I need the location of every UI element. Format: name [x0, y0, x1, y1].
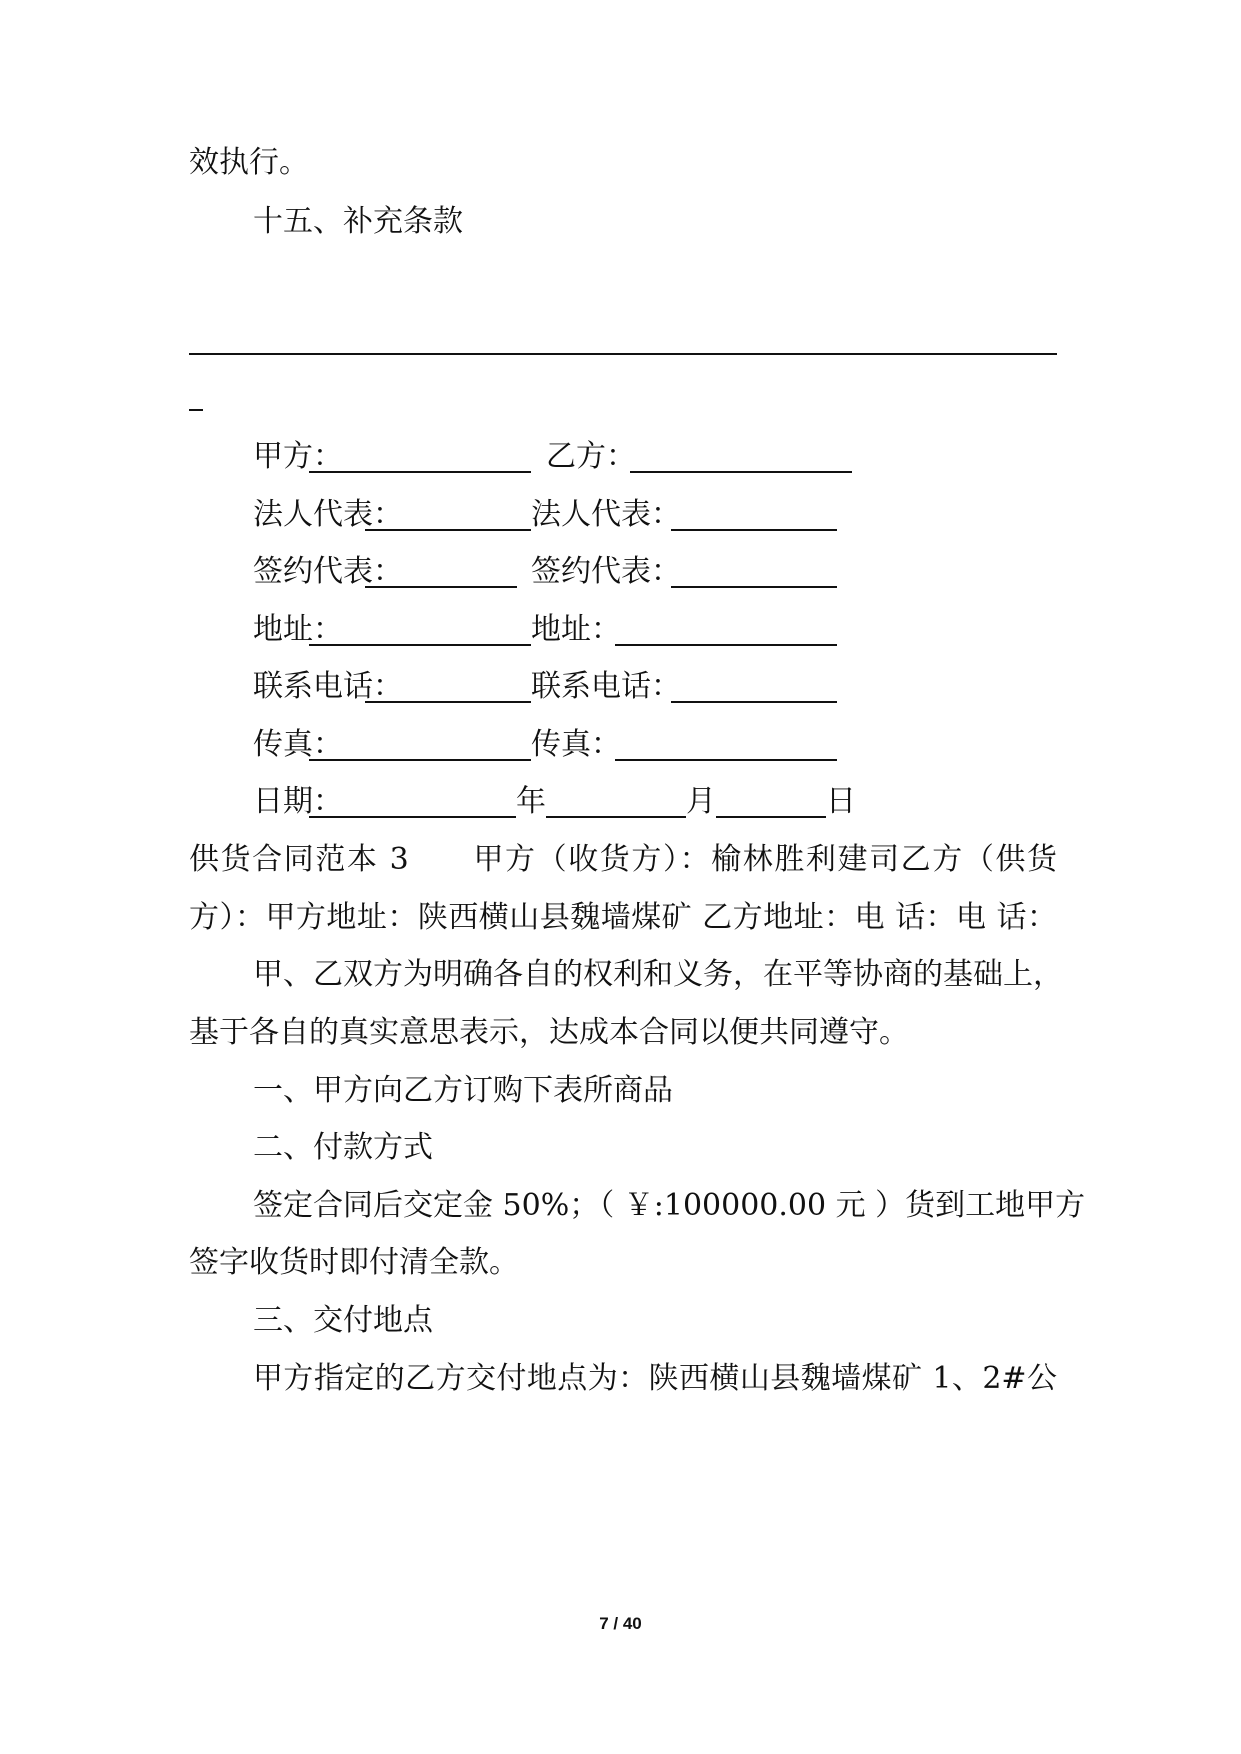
date-label: 日期： — [253, 784, 343, 819]
blank-fill-line — [189, 353, 1057, 355]
clause-2-heading: 二、付款方式 — [253, 1130, 433, 1165]
fax-b-label: 传真： — [531, 727, 621, 762]
date-day-label: 日 — [826, 784, 856, 819]
payment-terms-line-1: 签定合同后交定金 50%；（ ￥:100000.00 元 ）货到工地甲方 — [253, 1188, 1086, 1223]
party-b-blank — [630, 471, 852, 473]
delivery-location-line: 甲方指定的乙方交付地点为：陕西横山县魏墙煤矿 1、2#公 — [253, 1361, 1057, 1396]
fax-b-blank — [615, 759, 837, 761]
address-b-label: 地址： — [531, 612, 621, 647]
party-b-label: 乙方： — [546, 439, 636, 474]
date-month-label: 月 — [686, 784, 716, 819]
blank-fill-line-end — [189, 409, 203, 411]
signing-rep-a-blank — [365, 586, 517, 588]
address-b-blank — [615, 644, 837, 646]
phone-b-blank — [671, 701, 837, 703]
party-address-line: 方）：甲方地址：陕西横山县魏墙煤矿 乙方地址：电 话：电 话： — [189, 900, 1057, 935]
address-a-label: 地址： — [253, 612, 343, 647]
party-a-label: 甲方： — [253, 439, 343, 474]
phone-a-blank — [365, 701, 531, 703]
address-a-blank — [309, 644, 531, 646]
legal-rep-b-label: 法人代表： — [531, 497, 681, 532]
signing-rep-b-blank — [671, 586, 837, 588]
date-year-blank — [309, 816, 516, 818]
clause-1-heading: 一、甲方向乙方订购下表所商品 — [253, 1073, 673, 1108]
legal-rep-a-label: 法人代表： — [253, 497, 403, 532]
date-year-label: 年 — [516, 784, 546, 819]
signing-rep-b-label: 签约代表： — [531, 554, 681, 589]
fax-a-blank — [309, 759, 531, 761]
party-a-blank — [309, 471, 531, 473]
legal-rep-a-blank — [365, 529, 531, 531]
phone-a-label: 联系电话： — [253, 669, 403, 704]
phone-b-label: 联系电话： — [531, 669, 681, 704]
signing-rep-a-label: 签约代表： — [253, 554, 403, 589]
preamble-paragraph-line-1: 甲、乙双方为明确各自的权利和义务，在平等协商的基础上， — [253, 957, 1063, 992]
preamble-paragraph-line-2: 基于各自的真实意思表示，达成本合同以便共同遵守。 — [189, 1015, 909, 1050]
clause-3-heading: 三、交付地点 — [253, 1303, 433, 1338]
fax-a-label: 传真： — [253, 727, 343, 762]
paragraph-continuation: 效执行。 — [189, 145, 309, 180]
contract-title-parties: 供货合同范本 3 甲方（收货方）：榆林胜利建司乙方（供货 — [189, 842, 1057, 877]
section-heading-supplementary: 十五、补充条款 — [253, 204, 463, 239]
payment-terms-line-2: 签字收货时即付清全款。 — [189, 1245, 519, 1280]
date-month-blank — [546, 816, 686, 818]
page-number: 7 / 40 — [599, 1614, 642, 1633]
legal-rep-b-blank — [671, 529, 837, 531]
date-day-blank — [716, 816, 826, 818]
